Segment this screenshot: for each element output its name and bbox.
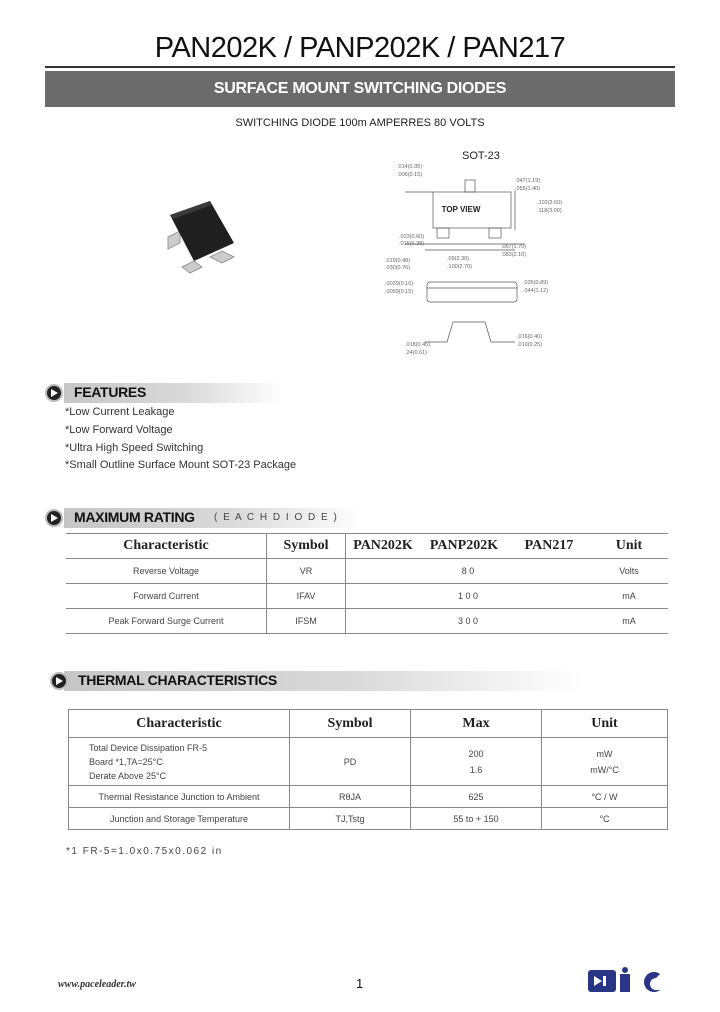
dim-label: .015(0.38) bbox=[399, 241, 425, 247]
dim-label: .006(0.15) bbox=[397, 172, 423, 178]
table-row bbox=[69, 808, 668, 830]
symbol-cell: IFAV bbox=[267, 584, 346, 609]
dim-label: .019(0.48) bbox=[385, 258, 411, 264]
col-symbol: Symbol bbox=[290, 710, 411, 738]
dim-label: .24(0.61) bbox=[405, 350, 428, 356]
characteristic-line: Board *1,TA=25°C bbox=[89, 756, 163, 767]
symbol-cell: PD bbox=[290, 738, 411, 786]
subtitle-banner: SURFACE MOUNT SWITCHING DIODES bbox=[45, 71, 675, 107]
table-row bbox=[66, 609, 668, 634]
max-value: 1.6 bbox=[469, 764, 483, 775]
characteristic-cell: Reverse Voltage bbox=[66, 559, 267, 584]
max-cell: 55 to + 150 bbox=[411, 808, 542, 830]
col-pan202k: PAN202K bbox=[346, 534, 421, 559]
col-characteristic: Characteristic bbox=[69, 710, 290, 738]
characteristic-cell: Junction and Storage Temperature bbox=[69, 808, 290, 830]
dim-label: .014(0.35) bbox=[397, 164, 423, 170]
characteristic-line: Total Device Dissipation FR-5 bbox=[89, 742, 208, 753]
characteristic-cell: Forward Current bbox=[66, 584, 267, 609]
spec-line: SWITCHING DIODE 100m AMPERRES 80 VOLTS bbox=[235, 117, 485, 129]
col-max: Max bbox=[411, 710, 542, 738]
thermal-heading: THERMAL CHARACTERISTICS bbox=[78, 672, 277, 688]
characteristic-cell: Thermal Resistance Junction to Ambient bbox=[69, 786, 290, 808]
section-arrow-icon bbox=[45, 384, 63, 402]
value-cell: 3 0 0 bbox=[346, 609, 591, 634]
dim-label: .0059(0.15) bbox=[385, 289, 414, 295]
symbol-cell: TJ,Tstg bbox=[290, 808, 411, 830]
features-heading: FEATURES bbox=[74, 384, 147, 400]
dim-label: .044(1.12) bbox=[523, 288, 549, 294]
value-cell: 1 0 0 bbox=[346, 584, 591, 609]
dim-label: .047(1.19) bbox=[515, 178, 541, 184]
symbol-cell: RθJA bbox=[290, 786, 411, 808]
dim-label: .0039(0.10) bbox=[385, 281, 414, 287]
dim-label: .010(0.25) bbox=[517, 342, 543, 348]
sot23-dimension-drawing bbox=[365, 160, 575, 365]
unit-cell: °C / W bbox=[542, 786, 668, 808]
unit-cell: Volts bbox=[590, 559, 668, 584]
section-arrow-icon bbox=[45, 509, 63, 527]
top-view-label: TOP VIEW bbox=[441, 205, 481, 214]
feature-item: *Ultra High Speed Switching bbox=[65, 442, 204, 454]
max-rating-table bbox=[66, 533, 668, 634]
col-symbol: Symbol bbox=[267, 534, 346, 559]
characteristic-line: Derate Above 25°C bbox=[89, 770, 167, 781]
dim-label: .102(2.60) bbox=[537, 200, 563, 206]
characteristic-cell: Peak Forward Surge Current bbox=[66, 609, 267, 634]
symbol-cell: IFSM bbox=[267, 609, 346, 634]
table-row bbox=[66, 559, 668, 584]
col-unit: Unit bbox=[590, 534, 668, 559]
col-characteristic: Characteristic bbox=[66, 534, 267, 559]
dim-label: .09(2.30) bbox=[447, 256, 470, 262]
feature-item: *Small Outline Surface Mount SOT-23 Package bbox=[65, 459, 297, 471]
dim-label: .023(0.60) bbox=[399, 234, 425, 240]
dim-label: .083(2.10) bbox=[501, 252, 527, 258]
dim-label: .035(0.89) bbox=[523, 280, 549, 286]
thermal-table bbox=[68, 709, 668, 830]
unit-value: mW bbox=[596, 748, 613, 759]
table-row bbox=[69, 738, 668, 786]
col-unit: Unit bbox=[542, 710, 668, 738]
col-panp202k: PANP202K bbox=[420, 534, 508, 559]
dim-label: .016(0.40) bbox=[517, 334, 543, 340]
col-pan217: PAN217 bbox=[508, 534, 590, 559]
document-title: PAN202K / PANP202K / PAN217 bbox=[154, 32, 566, 64]
max-value: 200 bbox=[468, 748, 484, 759]
table-row bbox=[69, 786, 668, 808]
unit-cell: °C bbox=[542, 808, 668, 830]
max-rating-heading: MAXIMUM RATING bbox=[74, 509, 195, 525]
title-divider bbox=[45, 66, 675, 68]
section-arrow-icon bbox=[50, 672, 68, 690]
dim-label: .067(1.70) bbox=[501, 244, 527, 250]
unit-value: mW/°C bbox=[590, 764, 619, 775]
max-rating-subheading: ( E A C H D I O D E ) bbox=[214, 512, 339, 523]
table-row bbox=[66, 584, 668, 609]
dim-label: .055(1.40) bbox=[515, 186, 541, 192]
footer-url[interactable]: www.paceleader.tw bbox=[58, 979, 136, 990]
unit-cell: mA bbox=[590, 609, 668, 634]
dim-label: .018(0.45) bbox=[405, 342, 431, 348]
feature-item: *Low Forward Voltage bbox=[65, 424, 173, 436]
symbol-cell: VR bbox=[267, 559, 346, 584]
feature-item: *Low Current Leakage bbox=[65, 406, 175, 418]
dim-label: .118(3.00) bbox=[537, 208, 562, 214]
max-cell: 625 bbox=[411, 786, 542, 808]
package-photo bbox=[150, 195, 255, 290]
value-cell: 8 0 bbox=[346, 559, 591, 584]
pic-logo bbox=[586, 966, 672, 996]
dim-label: .100(2.70) bbox=[447, 264, 473, 270]
footnote: *1 FR-5=1.0x0.75x0.062 in bbox=[66, 846, 223, 857]
unit-cell: mA bbox=[590, 584, 668, 609]
dim-label: .030(0.76) bbox=[385, 265, 411, 271]
package-label: SOT-23 bbox=[462, 150, 500, 162]
page-number: 1 bbox=[356, 976, 364, 991]
